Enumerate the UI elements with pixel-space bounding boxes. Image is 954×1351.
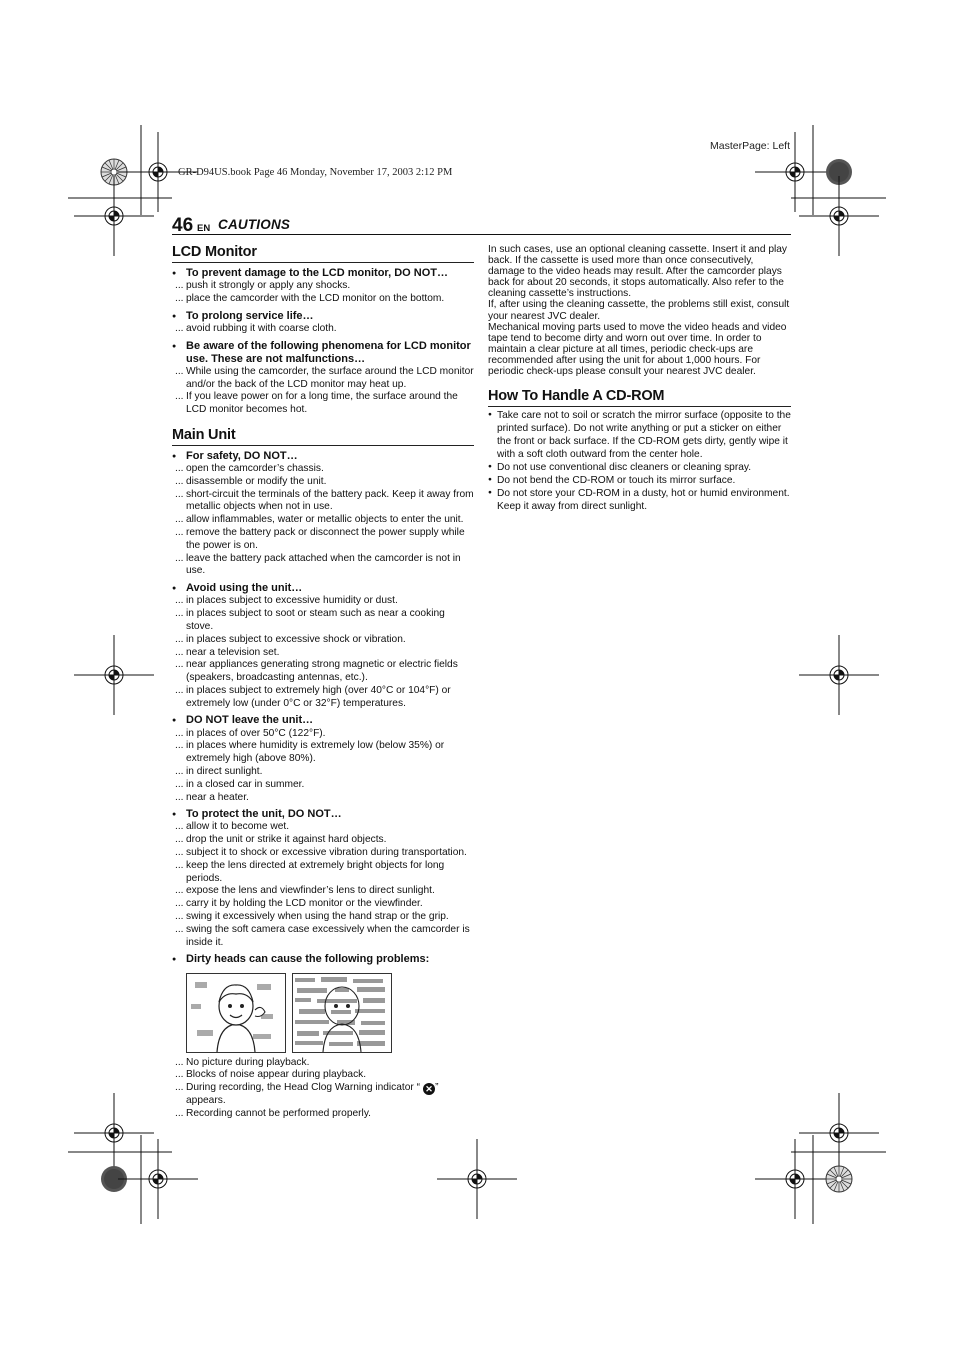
list-item: ... in places where humidity is extremely low (below 35%) or extremely high (above 80%).: [172, 740, 474, 766]
list-item: ... near appliances generating strong magnetic or electric fields (speakers, broadcasting antennas, etc.).: [172, 659, 474, 685]
page-header: [172, 214, 791, 235]
list-item: ... push it strongly or apply any shocks.: [172, 280, 474, 293]
language-code: EN: [197, 223, 211, 234]
bullet-heading: ● For safety, DO NOT…: [172, 450, 474, 463]
bullet-heading: ● DO NOT leave the unit…: [172, 714, 474, 727]
list-item: ... in places subject to excessive shock or vibration.: [172, 634, 474, 647]
paragraph: If, after using the cleaning cassette, the problems still exist, consult your nearest JVC dealer.: [488, 299, 790, 322]
list-item: ● Take care not to soil or scratch the mirror surface (opposite to the printed surface). Do not write anything or put a sticker on either the front or back surface. If the CD-ROM gets dirty, gently wipe it with a soft cloth outward from the center hole.: [488, 409, 791, 461]
list-item: ... in places subject to soot or steam such as near a cooking stove.: [172, 608, 474, 634]
section-title: CAUTIONS: [218, 217, 291, 232]
list-item: ... swing it excessively when using the hand strap or the grip.: [172, 911, 474, 924]
head-clog-warning-icon: ✕: [423, 1083, 435, 1095]
list-item: ... in places subject to extremely high (over 40°C or 104°F) or extremely low (under 0°C or 32°F) temperatures.: [172, 685, 474, 711]
paragraph: In such cases, use an optional cleaning cassette. Insert it and play back. If the cassette is used more than once consecutively, damage to the video heads may result. After the camcorder plays back for about 20 seconds, it stops automatically. Also refer to the cleaning cassette’s instructions.: [488, 244, 788, 300]
list-item: ... carry it by holding the LCD monitor or the viewfinder.: [172, 898, 474, 911]
clog-text-before: During recording, the Head Clog Warning indicator “: [186, 1082, 421, 1094]
list-item: ... avoid rubbing it with coarse cloth.: [172, 323, 474, 336]
list-item: ... short-circuit the terminals of the battery pack. Keep it away from metallic objects when not in use.: [172, 489, 474, 515]
bullet-heading: ● Dirty heads can cause the following problems:: [172, 953, 474, 966]
list-item: ● Do not store your CD-ROM in a dusty, hot or humid environment. Keep it away from direct sunlight.: [488, 487, 791, 513]
print-header: GR-D94US.book Page 46 Monday, November 17, 2003 2:12 PM: [178, 167, 453, 178]
paragraph: Mechanical moving parts used to move the video heads and video tape tend to become dirty and worn out over time. In order to maintain a clear picture at all times, periodic check-ups are recommended after using the unit for about 1,000 hours. For periodic check-ups please consult your nearest JVC dealer.: [488, 321, 787, 378]
list-item: ... No picture during playback.: [172, 1057, 474, 1070]
main-unit-heading: Main Unit: [172, 427, 474, 446]
clear-picture-illustration: [186, 973, 286, 1053]
list-item: ● Do not bend the CD-ROM or touch its mirror surface.: [488, 474, 791, 487]
left-column: [172, 244, 474, 1121]
list-item: ... in a closed car in summer.: [172, 779, 474, 792]
list-item: ... expose the lens and viewfinder’s lens to direct sunlight.: [172, 885, 474, 898]
list-item: ... subject it to shock or excessive vibration during transportation.: [172, 847, 474, 860]
list-item: ... near a television set.: [172, 647, 474, 660]
main-unit-section: [172, 427, 474, 1121]
page-number: 46: [172, 215, 194, 236]
bullet-heading: ● To prolong service life…: [172, 310, 474, 323]
clog-text-after: ” appears.: [186, 1082, 439, 1107]
list-item: ... allow inflammables, water or metallic objects to enter the unit.: [172, 514, 474, 527]
list-item: ... Recording cannot be performed properly.: [172, 1108, 474, 1121]
lcd-monitor-heading: LCD Monitor: [172, 244, 474, 263]
right-column: [488, 244, 791, 513]
list-item: ... drop the unit or strike it against hard objects.: [172, 834, 474, 847]
bullet-heading: ● Be aware of the following phenomena for LCD monitor use. These are not malfunctions…: [172, 340, 474, 366]
noisy-picture-illustration: [292, 973, 392, 1053]
list-item: ● Do not use conventional disc cleaners or cleaning spray.: [488, 461, 791, 474]
list-item: ... in places of over 50°C (122°F).: [172, 728, 474, 741]
list-item: ... While using the camcorder, the surface around the LCD monitor and/or the back of the LCD monitor may heat up.: [172, 366, 474, 392]
cdrom-section: [488, 388, 791, 513]
list-item: ... open the camcorder’s chassis.: [172, 463, 474, 476]
list-item: ... disassemble or modify the unit.: [172, 476, 474, 489]
list-item: ... in places subject to excessive humidity or dust.: [172, 595, 474, 608]
list-item: ... remove the battery pack or disconnect the power supply while the power is on.: [172, 527, 474, 553]
list-item: ... If you leave power on for a long time, the surface around the LCD monitor becomes hot.: [172, 391, 474, 417]
cdrom-heading: How To Handle A CD-ROM: [488, 388, 791, 407]
bullet-heading: ● To prevent damage to the LCD monitor, DO NOT…: [172, 267, 474, 280]
lcd-monitor-section: [172, 244, 474, 417]
bullet-heading: ● Avoid using the unit…: [172, 582, 474, 595]
list-item: ... near a heater.: [172, 792, 474, 805]
list-item: ... leave the battery pack attached when the camcorder is not in use.: [172, 553, 474, 579]
list-item: ... keep the lens directed at extremely bright objects for long periods.: [172, 860, 474, 886]
list-item: ... swing the soft camera case excessively when the camcorder is inside it.: [172, 924, 474, 950]
bullet-heading: ● To protect the unit, DO NOT…: [172, 808, 474, 821]
list-item: ... Blocks of noise appear during playback.: [172, 1069, 474, 1082]
list-item: ... in direct sunlight.: [172, 766, 474, 779]
dirty-heads-illustrations: [186, 973, 474, 1053]
master-page-label: MasterPage: Left: [710, 140, 790, 152]
list-item: ... place the camcorder with the LCD monitor on the bottom.: [172, 293, 474, 306]
list-item: [172, 1082, 474, 1108]
list-item: ... allow it to become wet.: [172, 821, 474, 834]
